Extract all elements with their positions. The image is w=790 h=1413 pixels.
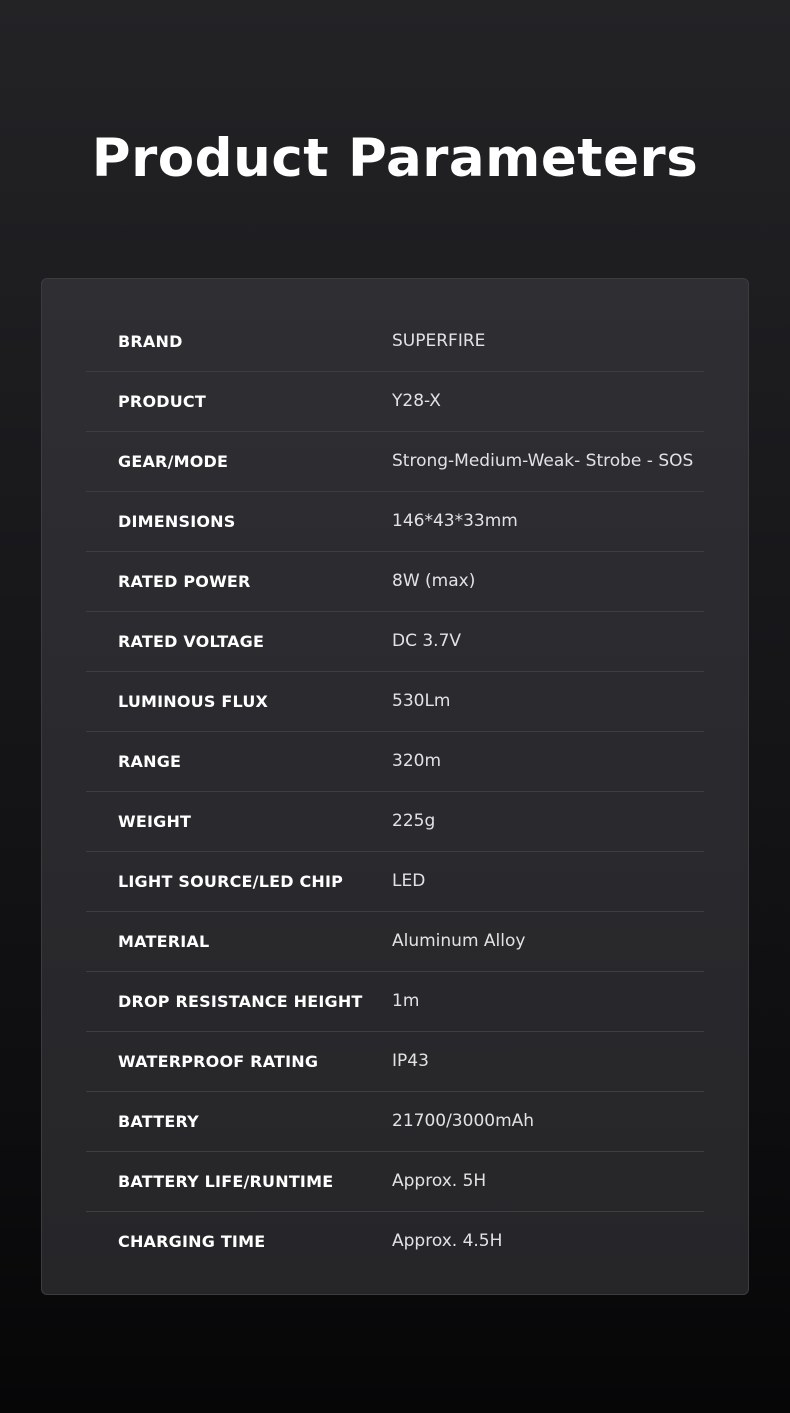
spec-value: 530Lm	[392, 691, 451, 711]
spec-value: IP43	[392, 1051, 429, 1071]
spec-label: WATERPROOF RATING	[118, 1052, 319, 1071]
spec-label: PRODUCT	[118, 392, 206, 411]
spec-table	[86, 312, 704, 1271]
spec-value: 21700/3000mAh	[392, 1111, 535, 1131]
spec-card	[41, 278, 749, 1295]
spec-label: BRAND	[118, 332, 183, 351]
spec-value: Aluminum Alloy	[392, 931, 526, 951]
spec-row-gear-mode	[86, 432, 704, 492]
spec-row-luminous-flux	[86, 672, 704, 732]
spec-row-battery	[86, 1092, 704, 1152]
spec-value: LED	[392, 871, 426, 891]
spec-label: RANGE	[118, 752, 182, 771]
spec-row-drop-resistance	[86, 972, 704, 1032]
spec-row-range	[86, 732, 704, 792]
spec-row-brand	[86, 312, 704, 372]
page-title: Product Parameters	[91, 128, 699, 189]
spec-value: 1m	[392, 991, 420, 1011]
spec-value: Strong-Medium-Weak- Strobe - SOS	[392, 451, 694, 471]
spec-row-dimensions	[86, 492, 704, 552]
spec-value: 8W (max)	[392, 571, 476, 591]
spec-value: DC 3.7V	[392, 631, 462, 651]
spec-row-charging-time	[86, 1212, 704, 1271]
spec-row-material	[86, 912, 704, 972]
spec-value: Approx. 5H	[392, 1171, 487, 1191]
spec-row-waterproof-rating	[86, 1032, 704, 1092]
spec-value: SUPERFIRE	[392, 331, 486, 351]
spec-value: Approx. 4.5H	[392, 1231, 503, 1251]
spec-label: BATTERY LIFE/RUNTIME	[118, 1172, 334, 1191]
spec-row-rated-voltage	[86, 612, 704, 672]
spec-row-light-source	[86, 852, 704, 912]
spec-value: 225g	[392, 811, 436, 831]
spec-row-battery-life	[86, 1152, 704, 1212]
spec-value: Y28-X	[392, 391, 441, 411]
spec-row-weight	[86, 792, 704, 852]
spec-label: RATED POWER	[118, 572, 251, 591]
spec-row-rated-power	[86, 552, 704, 612]
spec-label: MATERIAL	[118, 932, 210, 951]
spec-label: WEIGHT	[118, 812, 192, 831]
spec-label: DIMENSIONS	[118, 512, 236, 531]
spec-label: DROP RESISTANCE HEIGHT	[118, 992, 363, 1011]
spec-label: BATTERY	[118, 1112, 199, 1131]
spec-label: CHARGING TIME	[118, 1232, 266, 1251]
spec-label: LUMINOUS FLUX	[118, 692, 269, 711]
spec-value: 320m	[392, 751, 442, 771]
spec-label: LIGHT SOURCE/LED CHIP	[118, 872, 344, 891]
spec-row-product	[86, 372, 704, 432]
spec-value: 146*43*33mm	[392, 511, 518, 531]
spec-label: GEAR/MODE	[118, 452, 229, 471]
spec-label: RATED VOLTAGE	[118, 632, 265, 651]
